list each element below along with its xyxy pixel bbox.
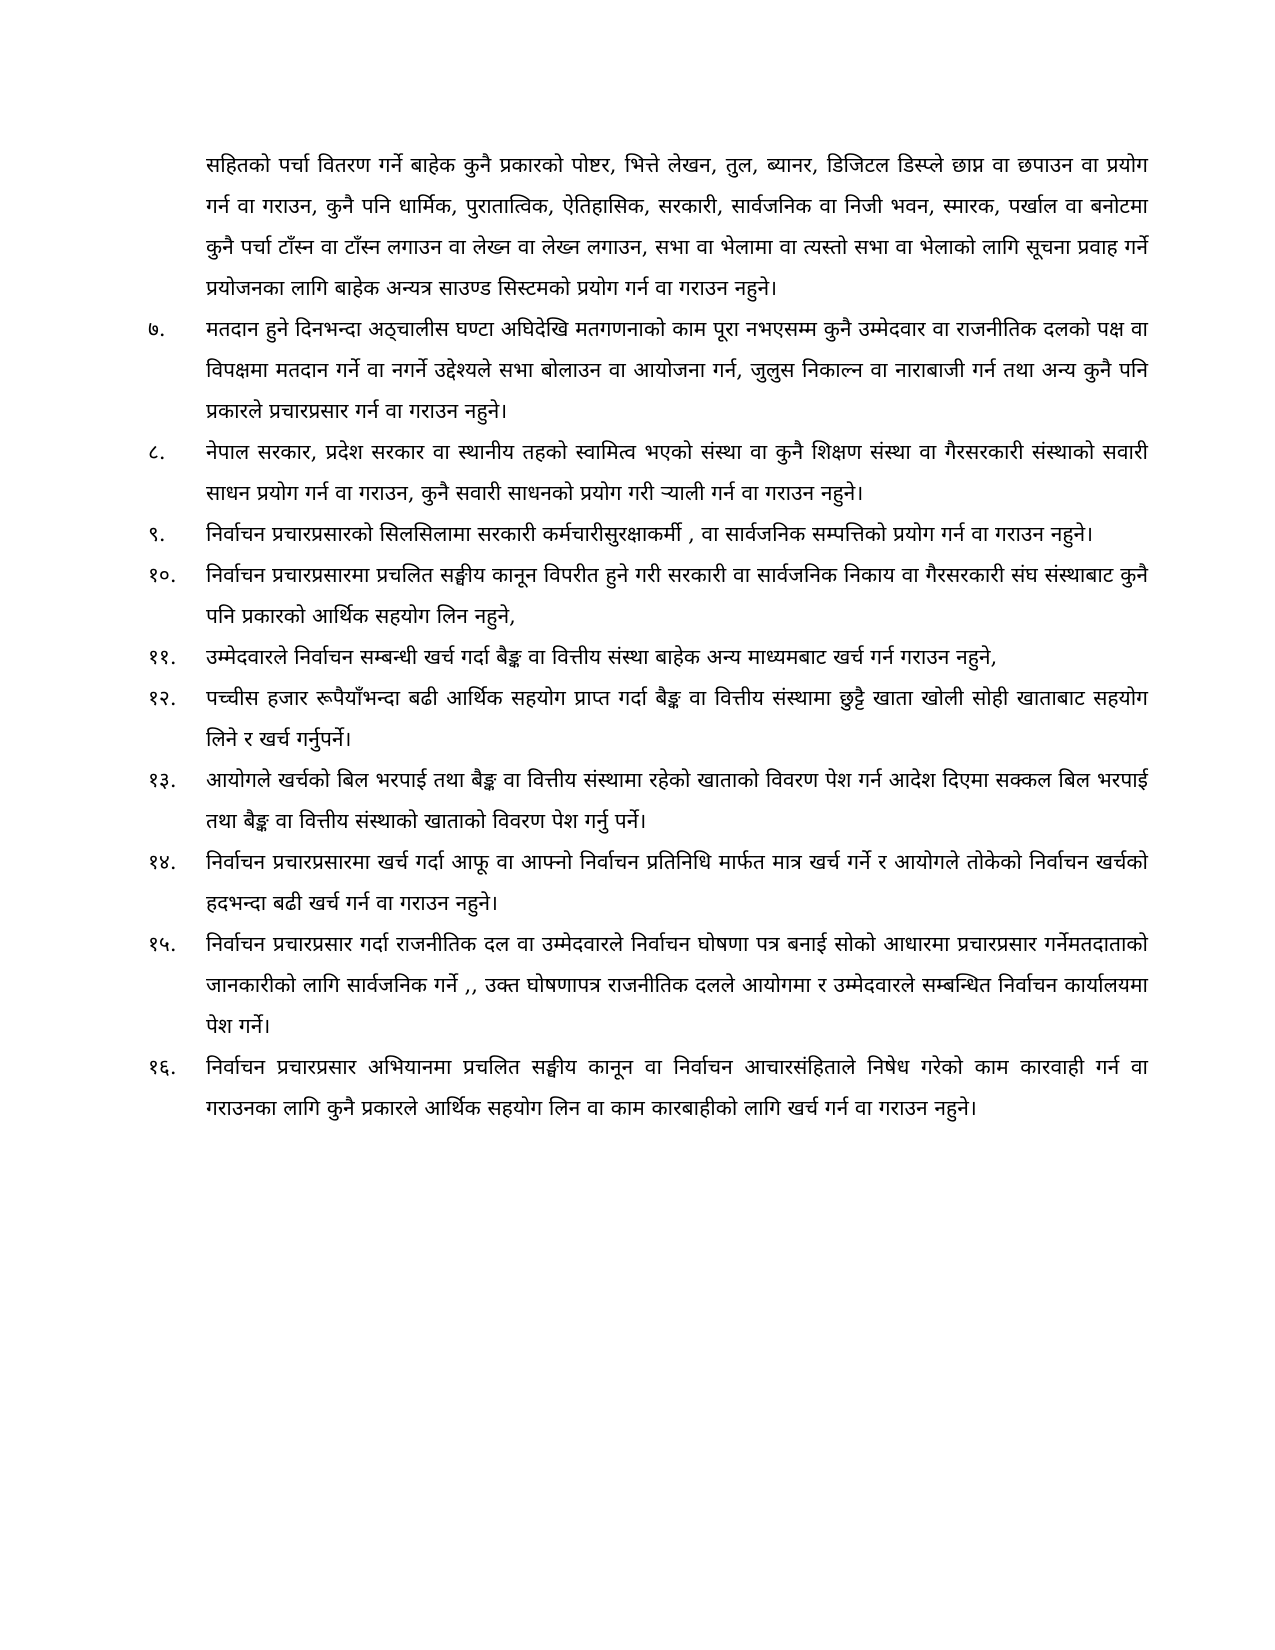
document-body (148, 145, 1148, 1129)
list-item-text: निर्वाचन प्रचारप्रसारको सिलसिलामा सरकारी कर्मचारीसुरक्षाकर्मी , वा सार्वजनिक सम्पत्तिको प्रयोग गर्न वा गराउन नहुने। (206, 522, 1094, 546)
list-item-text: मतदान हुने दिनभन्दा अठ्चालीस घण्टा अघिदेखि मतगणनाको काम पूरा नभएसम्म कुनै उम्मेदवार वा राजनीतिक दलको पक्ष वा विपक्षमा मतदान गर्ने वा नगर्ने उद्देश्यले सभा बोलाउन वा आयोजना गर्न, जुलुस निकाल्न वा नाराबाजी गर्न तथा अन्य कुनै पनि प्रकारले प्रचारप्रसार गर्न वा गराउन नहुने। (206, 317, 1148, 423)
list-item-text: नेपाल सरकार, प्रदेश सरकार वा स्थानीय तहको स्वामित्व भएको संस्था वा कुनै शिक्षण संस्था वा गैरसरकारी संस्थाको सवारी साधन प्रयोग गर्न वा गराउन, कुनै सवारी साधनको प्रयोग गरी ऱ्याली गर्न वा गराउन नहुने। (206, 440, 1148, 505)
list-item-number: १६. (148, 1055, 177, 1079)
list-item-text: आयोगले खर्चको बिल भरपाई तथा बैङ्क वा वित्तीय संस्थामा रहेको खाताको विवरण पेश गर्न आदेश दिएमा सक्कल बिल भरपाई तथा बैङ्क वा वित्तीय संस्थाको खाताको विवरण पेश गर्नु पर्ने। (206, 768, 1148, 833)
list-item-8 (148, 432, 1148, 514)
list-item-text: सहितको पर्चा वितरण गर्ने बाहेक कुनै प्रकारको पोष्टर, भित्ते लेखन, तुल, ब्यानर, डिजिटल डिस्प्ले छाप्न वा छपाउन वा प्रयोग गर्न वा गराउन, कुनै पनि धार्मिक, पुरातात्विक, ऐतिहासिक, सरकारी, सार्वजनिक वा निजी भवन, स्मारक, पर्खाल वा बनोटमा कुनै पर्चा टाँस्न वा टाँस्न लगाउन वा लेख्न वा लेख्न लगाउन, सभा वा भेलामा वा त्यस्तो सभा वा भेलाको लागि सूचना प्रवाह गर्ने प्रयोजनका लागि बाहेक अन्यत्र साउण्ड सिस्टमको प्रयोग गर्न वा गराउन नहुने। (206, 153, 1148, 300)
list-item-number: ९. (148, 522, 166, 546)
list-item-text: निर्वाचन प्रचारप्रसार गर्दा राजनीतिक दल वा उम्मेदवारले निर्वाचन घोषणा पत्र बनाई सोको आधारमा प्रचारप्रसार गर्नेमतदाताको जानकारीको लागि सार्वजनिक गर्ने ,, उक्त घोषणापत्र राजनीतिक दलले आयोगमा र उम्मेदवारले सम्बन्धित निर्वाचन कार्यालयमा पेश गर्ने। (206, 932, 1148, 1038)
list-item-15 (148, 924, 1148, 1047)
list-item-14 (148, 842, 1148, 924)
list-item-12 (148, 678, 1148, 760)
list-item-number: ८. (148, 440, 166, 464)
list-item-10 (148, 555, 1148, 637)
list-item-number: १२. (148, 686, 177, 710)
list-item-number: ७. (148, 317, 166, 341)
list-item-text: निर्वाचन प्रचारप्रसार अभियानमा प्रचलित सङ्घीय कानून वा निर्वाचन आचारसंहिताले निषेध गरेको काम कारवाही गर्न वा गराउनका लागि कुनै प्रकारले आर्थिक सहयोग लिन वा काम कारबाहीको लागि खर्च गर्न वा गराउन नहुने। (206, 1055, 1148, 1120)
list-item-13 (148, 760, 1148, 842)
list-item-11 (148, 637, 1148, 678)
list-item-text: निर्वाचन प्रचारप्रसारमा प्रचलित सङ्घीय कानून विपरीत हुने गरी सरकारी वा सार्वजनिक निकाय वा गैरसरकारी संघ संस्थाबाट कुनै पनि प्रकारको आर्थिक सहयोग लिन नहुने, (206, 563, 1148, 628)
list-item-text: निर्वाचन प्रचारप्रसारमा खर्च गर्दा आफू वा आफ्नो निर्वाचन प्रतिनिधि मार्फत मात्र खर्च गर्ने र आयोगले तोकेको निर्वाचन खर्चको हदभन्दा बढी खर्च गर्न वा गराउन नहुने। (206, 850, 1148, 915)
list-item-number: १४. (148, 850, 177, 874)
list-item-number: १५. (148, 932, 177, 956)
list-item-9 (148, 514, 1148, 555)
list-item-text: उम्मेदवारले निर्वाचन सम्बन्धी खर्च गर्दा बैङ्क वा वित्तीय संस्था बाहेक अन्य माध्यमबाट खर्च गर्न गराउन नहुने, (206, 645, 998, 669)
list-item-7 (148, 309, 1148, 432)
list-item-number: ११. (148, 645, 177, 669)
list-item-16 (148, 1047, 1148, 1129)
list-item-text: पच्चीस हजार रूपैयाँभन्दा बढी आर्थिक सहयोग प्राप्त गर्दा बैङ्क वा वित्तीय संस्थामा छुट्टै खाता खोली सोही खाताबाट सहयोग लिने र खर्च गर्नुपर्ने। (206, 686, 1148, 751)
list-item-number: १०. (148, 563, 177, 587)
list-item-continuation (148, 145, 1148, 309)
list-item-number: १३. (148, 768, 177, 792)
